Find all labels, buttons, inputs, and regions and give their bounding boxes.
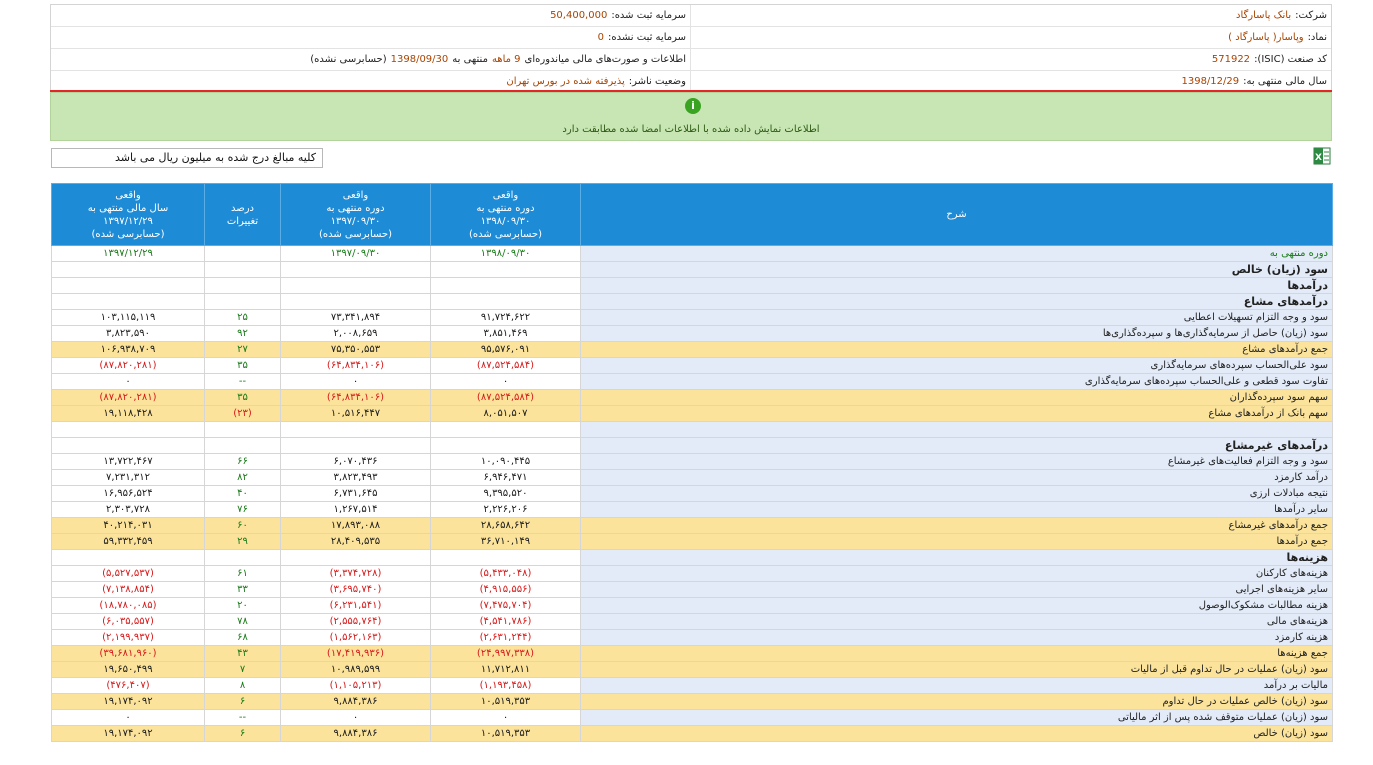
header-line: (حسابرسی شده) — [91, 228, 165, 240]
prior-period-value: ۱۳۹۷/۰۹/۳۰ — [281, 246, 431, 262]
table-row — [52, 694, 1333, 710]
report-suffix: (حسابرسی نشده) — [310, 54, 387, 65]
fiscal-year-value: ۱۹,۶۵۰,۴۹۹ — [52, 662, 205, 678]
symbol-value[interactable]: وپاسار( پاسارگاد ) — [1228, 32, 1304, 43]
row-desc: هزینه‌های مالی — [581, 614, 1333, 630]
row-desc: درآمدها — [581, 278, 1333, 294]
change-percent: ۶۸ — [205, 630, 281, 646]
prior-period-value: ۱۰,۵۱۶,۴۴۷ — [281, 406, 431, 422]
fiscal-year-value: (۶,۰۳۵,۵۵۷) — [52, 614, 205, 630]
change-percent: ۴۰ — [205, 486, 281, 502]
fiscal-year-value: ۰ — [52, 374, 205, 390]
header-line: ۱۳۹۸/۰۹/۳۰ — [480, 215, 531, 227]
publisher-status-cell — [51, 71, 691, 92]
prior-period-value: (۱,۱۰۵,۲۱۳) — [281, 678, 431, 694]
table-row — [52, 470, 1333, 486]
report-title-cell — [51, 49, 691, 70]
excel-icon[interactable] — [1313, 147, 1331, 165]
change-percent — [205, 246, 281, 262]
row-desc: سود علی‌الحساب سپرده‌های سرمایه‌گذاری — [581, 358, 1333, 374]
fiscal-year-value: (۸۷,۸۲۰,۲۸۱) — [52, 390, 205, 406]
header-line: ۱۳۹۷/۰۹/۳۰ — [330, 215, 381, 227]
change-percent: ۲۹ — [205, 534, 281, 550]
change-percent: ۳۳ — [205, 582, 281, 598]
fiscal-year-value: ۲,۳۰۳,۷۲۸ — [52, 502, 205, 518]
prior-period-value: ۳,۸۲۳,۴۹۳ — [281, 470, 431, 486]
prior-period-value: ۷۳,۳۴۱,۸۹۴ — [281, 310, 431, 326]
fiscal-year-value: ۱۹,۱۷۴,۰۹۲ — [52, 726, 205, 742]
table-row — [52, 550, 1333, 566]
change-percent: ۴۳ — [205, 646, 281, 662]
publisher-status-value: پذیرفته شده در بورس تهران — [506, 76, 625, 87]
table-row — [52, 262, 1333, 278]
header-line: (حسابرسی شده) — [468, 228, 542, 240]
change-percent: ۷۸ — [205, 614, 281, 630]
change-percent: ۶ — [205, 694, 281, 710]
prior-period-value: ۲,۰۰۸,۶۵۹ — [281, 326, 431, 342]
company-value[interactable]: بانک پاسارگاد — [1236, 10, 1292, 21]
fiscal-year-value: (۲,۱۹۹,۹۳۷) — [52, 630, 205, 646]
info-row-1 — [51, 5, 1331, 27]
col-header-desc: شرح — [581, 184, 1333, 246]
fiscal-year-value: (۸۷,۸۲۰,۲۸۱) — [52, 358, 205, 374]
change-percent — [205, 294, 281, 310]
fiscal-year-value — [52, 422, 205, 438]
capital-unregistered-cell — [51, 27, 691, 48]
current-period-value: ۱۳۹۸/۰۹/۳۰ — [431, 246, 581, 262]
prior-period-value: ۰ — [281, 710, 431, 726]
prior-period-value: ۹,۸۸۴,۳۸۶ — [281, 726, 431, 742]
prior-period-value: ۱,۲۶۷,۵۱۴ — [281, 502, 431, 518]
current-period-value — [431, 438, 581, 454]
fiscal-year-cell — [691, 71, 1331, 92]
table-row — [52, 646, 1333, 662]
current-period-value: (۵,۴۳۳,۰۴۸) — [431, 566, 581, 582]
change-percent: ۲۵ — [205, 310, 281, 326]
row-desc: هزینه مطالبات مشکوک‌الوصول — [581, 598, 1333, 614]
company-label: شرکت: — [1295, 10, 1327, 21]
row-desc: سود و وجه التزام فعالیت‌های غیرمشاع — [581, 454, 1333, 470]
change-percent — [205, 422, 281, 438]
table-row — [52, 278, 1333, 294]
current-period-value: (۱,۱۹۳,۴۵۸) — [431, 678, 581, 694]
prior-period-value — [281, 422, 431, 438]
company-cell — [691, 5, 1331, 26]
fiscal-year-value: ۱۳۹۷/۱۲/۲۹ — [52, 246, 205, 262]
current-period-value: ۹۱,۷۲۴,۶۲۲ — [431, 310, 581, 326]
table-row — [52, 502, 1333, 518]
current-period-value — [431, 278, 581, 294]
prior-period-value: (۱۷,۴۱۹,۹۳۶) — [281, 646, 431, 662]
verification-banner — [50, 92, 1332, 141]
fiscal-year-value: 1398/12/29 — [1181, 76, 1240, 87]
table-row — [52, 566, 1333, 582]
header-line: سال مالی منتهی به — [87, 202, 169, 214]
table-body — [52, 246, 1333, 742]
row-desc — [581, 422, 1333, 438]
prior-period-value: ۱۷,۸۹۳,۰۸۸ — [281, 518, 431, 534]
prior-period-value: (۳,۶۹۵,۷۴۰) — [281, 582, 431, 598]
header-line: ۱۳۹۷/۱۲/۲۹ — [103, 215, 153, 227]
table-row — [52, 438, 1333, 454]
table-row — [52, 454, 1333, 470]
table-row — [52, 246, 1333, 262]
info-row-3 — [51, 49, 1331, 71]
fiscal-year-value: ۱۳,۷۲۲,۴۶۷ — [52, 454, 205, 470]
change-percent: ۹۲ — [205, 326, 281, 342]
change-percent — [205, 550, 281, 566]
current-period-value: (۸۷,۵۲۴,۵۸۴) — [431, 358, 581, 374]
fiscal-year-value — [52, 550, 205, 566]
current-period-value — [431, 262, 581, 278]
current-period-value: (۴,۹۱۵,۵۵۶) — [431, 582, 581, 598]
info-row-2 — [51, 27, 1331, 49]
change-percent: ۳۵ — [205, 358, 281, 374]
row-desc: درآمدهای غیرمشاع — [581, 438, 1333, 454]
change-percent: ۲۷ — [205, 342, 281, 358]
fiscal-year-value: (۱۸,۷۸۰,۰۸۵) — [52, 598, 205, 614]
fiscal-year-value — [52, 262, 205, 278]
symbol-cell — [691, 27, 1331, 48]
table-row — [52, 614, 1333, 630]
row-desc: هزینه کارمزد — [581, 630, 1333, 646]
current-period-value: ۲۸,۶۵۸,۶۴۲ — [431, 518, 581, 534]
row-desc: جمع درآمدهای مشاع — [581, 342, 1333, 358]
row-desc: سهم سود سپرده‌گذاران — [581, 390, 1333, 406]
isic-label: کد صنعت (ISIC): — [1254, 54, 1327, 65]
table-row — [52, 390, 1333, 406]
row-desc: سایر هزینه‌های اجرایی — [581, 582, 1333, 598]
company-info-panel — [50, 4, 1332, 93]
current-period-value: (۲,۶۳۱,۲۴۴) — [431, 630, 581, 646]
svg-text:X: X — [1315, 153, 1322, 163]
table-row — [52, 358, 1333, 374]
row-desc: جمع درآمدها — [581, 534, 1333, 550]
verification-message: اطلاعات نمایش داده شده با اطلاعات امضا شده مطابقت دارد — [562, 124, 820, 135]
current-period-value: (۴,۵۴۱,۷۸۶) — [431, 614, 581, 630]
header-line: دوره منتهی به — [326, 202, 385, 214]
prior-period-value: (۶۴,۸۳۴,۱۰۶) — [281, 390, 431, 406]
row-desc: سود (زیان) عملیات در حال تداوم قبل از مالیات — [581, 662, 1333, 678]
row-desc: درآمد کارمزد — [581, 470, 1333, 486]
current-period-value: ۱۰,۵۱۹,۳۵۳ — [431, 726, 581, 742]
current-period-value — [431, 422, 581, 438]
fiscal-year-value — [52, 294, 205, 310]
fiscal-year-value: ۱۶,۹۵۶,۵۲۴ — [52, 486, 205, 502]
current-period-value: ۰ — [431, 710, 581, 726]
row-desc: مالیات بر درآمد — [581, 678, 1333, 694]
row-desc: سود (زیان) خالص عملیات در حال تداوم — [581, 694, 1333, 710]
report-period: 9 ماهه — [491, 54, 521, 65]
change-percent: -- — [205, 374, 281, 390]
table-row — [52, 342, 1333, 358]
col-header-fiscal-year — [52, 184, 205, 246]
fiscal-year-value: ۷,۲۳۱,۳۱۲ — [52, 470, 205, 486]
table-row — [52, 406, 1333, 422]
header-line: واقعی — [342, 189, 369, 201]
change-percent: -- — [205, 710, 281, 726]
table-row — [52, 534, 1333, 550]
capital-unregistered-label: سرمایه ثبت نشده: — [608, 32, 686, 43]
col-header-change-percent — [205, 184, 281, 246]
current-period-value: ۳,۸۵۱,۴۶۹ — [431, 326, 581, 342]
table-row — [52, 310, 1333, 326]
fiscal-year-value: ۰ — [52, 710, 205, 726]
publisher-status-label: وضعیت ناشر: — [628, 76, 686, 87]
table-row — [52, 422, 1333, 438]
fiscal-year-value: (۷,۱۳۸,۸۵۴) — [52, 582, 205, 598]
report-prefix: اطلاعات و صورت‌های مالی میاندوره‌ای — [524, 54, 686, 65]
current-period-value: (۷,۴۷۵,۷۰۴) — [431, 598, 581, 614]
fiscal-year-value: (۴۷۶,۴۰۷) — [52, 678, 205, 694]
table-row — [52, 678, 1333, 694]
current-period-value: ۲,۲۲۶,۲۰۶ — [431, 502, 581, 518]
income-statement-table — [51, 183, 1333, 742]
capital-registered-label: سرمایه ثبت شده: — [611, 10, 686, 21]
row-desc: تفاوت سود قطعی و علی‌الحساب سپرده‌های سرمایه‌گذاری — [581, 374, 1333, 390]
header-line: تغییرات — [226, 215, 259, 227]
change-percent — [205, 262, 281, 278]
table-row — [52, 326, 1333, 342]
change-percent: ۸ — [205, 678, 281, 694]
header-line: واقعی — [492, 189, 519, 201]
capital-registered-cell — [51, 5, 691, 26]
current-period-value: ۱۰,۰۹۰,۴۴۵ — [431, 454, 581, 470]
info-row-4 — [51, 71, 1331, 92]
fiscal-year-value: ۵۹,۳۳۲,۴۵۹ — [52, 534, 205, 550]
current-period-value: ۹,۳۹۵,۵۲۰ — [431, 486, 581, 502]
fiscal-year-label: سال مالی منتهی به: — [1243, 76, 1327, 87]
change-percent: ۲۰ — [205, 598, 281, 614]
change-percent: ۸۲ — [205, 470, 281, 486]
table-row — [52, 294, 1333, 310]
header-line: واقعی — [115, 189, 141, 201]
table-row — [52, 518, 1333, 534]
change-percent — [205, 278, 281, 294]
table-row — [52, 582, 1333, 598]
current-period-value: ۳۶,۷۱۰,۱۴۹ — [431, 534, 581, 550]
row-desc: هزینه‌های کارکنان — [581, 566, 1333, 582]
table-row — [52, 374, 1333, 390]
col-header-prior-period — [281, 184, 431, 246]
prior-period-value: (۳,۳۷۴,۷۲۸) — [281, 566, 431, 582]
current-period-value: (۸۷,۵۲۴,۵۸۴) — [431, 390, 581, 406]
row-desc: جمع هزینه‌ها — [581, 646, 1333, 662]
row-desc: سهم بانک از درآمدهای مشاع — [581, 406, 1333, 422]
fiscal-year-value: ۳,۸۲۳,۵۹۰ — [52, 326, 205, 342]
unit-note: کلیه مبالغ درج شده به میلیون ریال می باشد — [51, 148, 323, 168]
row-desc: درآمدهای مشاع — [581, 294, 1333, 310]
current-period-value: ۰ — [431, 374, 581, 390]
table-row — [52, 662, 1333, 678]
capital-unregistered-value: 0 — [597, 32, 605, 43]
fiscal-year-value — [52, 438, 205, 454]
current-period-value: ۶,۹۴۶,۴۷۱ — [431, 470, 581, 486]
prior-period-value: ۲۸,۴۰۹,۵۳۵ — [281, 534, 431, 550]
prior-period-value: ۶,۰۷۰,۴۳۶ — [281, 454, 431, 470]
table-row — [52, 726, 1333, 742]
info-icon: i — [685, 98, 701, 114]
report-mid: منتهی به — [452, 54, 488, 65]
current-period-value: ۱۰,۵۱۹,۳۵۳ — [431, 694, 581, 710]
fiscal-year-value: ۴۰,۲۱۴,۰۳۱ — [52, 518, 205, 534]
row-desc: نتیجه مبادلات ارزی — [581, 486, 1333, 502]
prior-period-value: (۱,۵۶۲,۱۶۳) — [281, 630, 431, 646]
current-period-value: ۸,۰۵۱,۵۰۷ — [431, 406, 581, 422]
row-desc: سود و وجه التزام تسهیلات اعطایی — [581, 310, 1333, 326]
row-desc: سایر درآمدها — [581, 502, 1333, 518]
fiscal-year-value: ۱۰۳,۱۱۵,۱۱۹ — [52, 310, 205, 326]
change-percent: (۲۳) — [205, 406, 281, 422]
current-period-value: ۱۱,۷۱۲,۸۱۱ — [431, 662, 581, 678]
row-desc: دوره منتهی به — [581, 246, 1333, 262]
fiscal-year-value: ۱۰۶,۹۳۸,۷۰۹ — [52, 342, 205, 358]
prior-period-value — [281, 438, 431, 454]
row-desc: جمع درآمدهای غیرمشاع — [581, 518, 1333, 534]
change-percent: ۷۶ — [205, 502, 281, 518]
header-line: (حسابرسی شده) — [318, 228, 392, 240]
fiscal-year-value: (۳۹,۶۸۱,۹۶۰) — [52, 646, 205, 662]
fiscal-year-value: (۵,۵۲۷,۵۳۷) — [52, 566, 205, 582]
col-header-current-period — [431, 184, 581, 246]
table-row — [52, 486, 1333, 502]
prior-period-value: (۶,۲۳۱,۵۴۱) — [281, 598, 431, 614]
header-line: درصد — [230, 202, 255, 214]
table-header-row — [52, 184, 1333, 246]
prior-period-value — [281, 294, 431, 310]
change-percent — [205, 438, 281, 454]
change-percent: ۶۱ — [205, 566, 281, 582]
prior-period-value — [281, 278, 431, 294]
prior-period-value: ۱۰,۹۸۹,۵۹۹ — [281, 662, 431, 678]
current-period-value — [431, 294, 581, 310]
current-period-value: ۹۵,۵۷۶,۰۹۱ — [431, 342, 581, 358]
row-desc: سود (زیان) خالص — [581, 262, 1333, 278]
fiscal-year-value: ۱۹,۱۱۸,۴۲۸ — [52, 406, 205, 422]
change-percent: ۶۰ — [205, 518, 281, 534]
table-row — [52, 710, 1333, 726]
fiscal-year-value — [52, 278, 205, 294]
current-period-value: (۲۴,۹۹۷,۳۳۸) — [431, 646, 581, 662]
prior-period-value: ۶,۷۳۱,۶۴۵ — [281, 486, 431, 502]
isic-value: 571922 — [1211, 54, 1251, 65]
row-desc: سود (زیان) عملیات متوقف شده پس از اثر مالیاتی — [581, 710, 1333, 726]
symbol-label: نماد: — [1307, 32, 1327, 43]
report-date: 1398/09/30 — [390, 54, 449, 65]
row-desc: سود (زیان) خالص — [581, 726, 1333, 742]
table-row — [52, 598, 1333, 614]
prior-period-value: (۶۴,۸۳۴,۱۰۶) — [281, 358, 431, 374]
isic-cell — [691, 49, 1331, 70]
fiscal-year-value: ۱۹,۱۷۴,۰۹۲ — [52, 694, 205, 710]
prior-period-value — [281, 262, 431, 278]
prior-period-value: ۹,۸۸۴,۳۸۶ — [281, 694, 431, 710]
change-percent: ۶ — [205, 726, 281, 742]
change-percent: ۷ — [205, 662, 281, 678]
row-desc: هزینه‌ها — [581, 550, 1333, 566]
prior-period-value: ۰ — [281, 374, 431, 390]
prior-period-value — [281, 550, 431, 566]
change-percent: ۳۵ — [205, 390, 281, 406]
prior-period-value: ۷۵,۳۵۰,۵۵۳ — [281, 342, 431, 358]
header-line: دوره منتهی به — [476, 202, 535, 214]
capital-registered-value: 50,400,000 — [550, 10, 608, 21]
table-row — [52, 630, 1333, 646]
current-period-value — [431, 550, 581, 566]
row-desc: سود (زیان) حاصل از سرمایه‌گذاری‌ها و سپرده‌گذاری‌ها — [581, 326, 1333, 342]
prior-period-value: (۲,۵۵۵,۷۶۴) — [281, 614, 431, 630]
change-percent: ۶۶ — [205, 454, 281, 470]
